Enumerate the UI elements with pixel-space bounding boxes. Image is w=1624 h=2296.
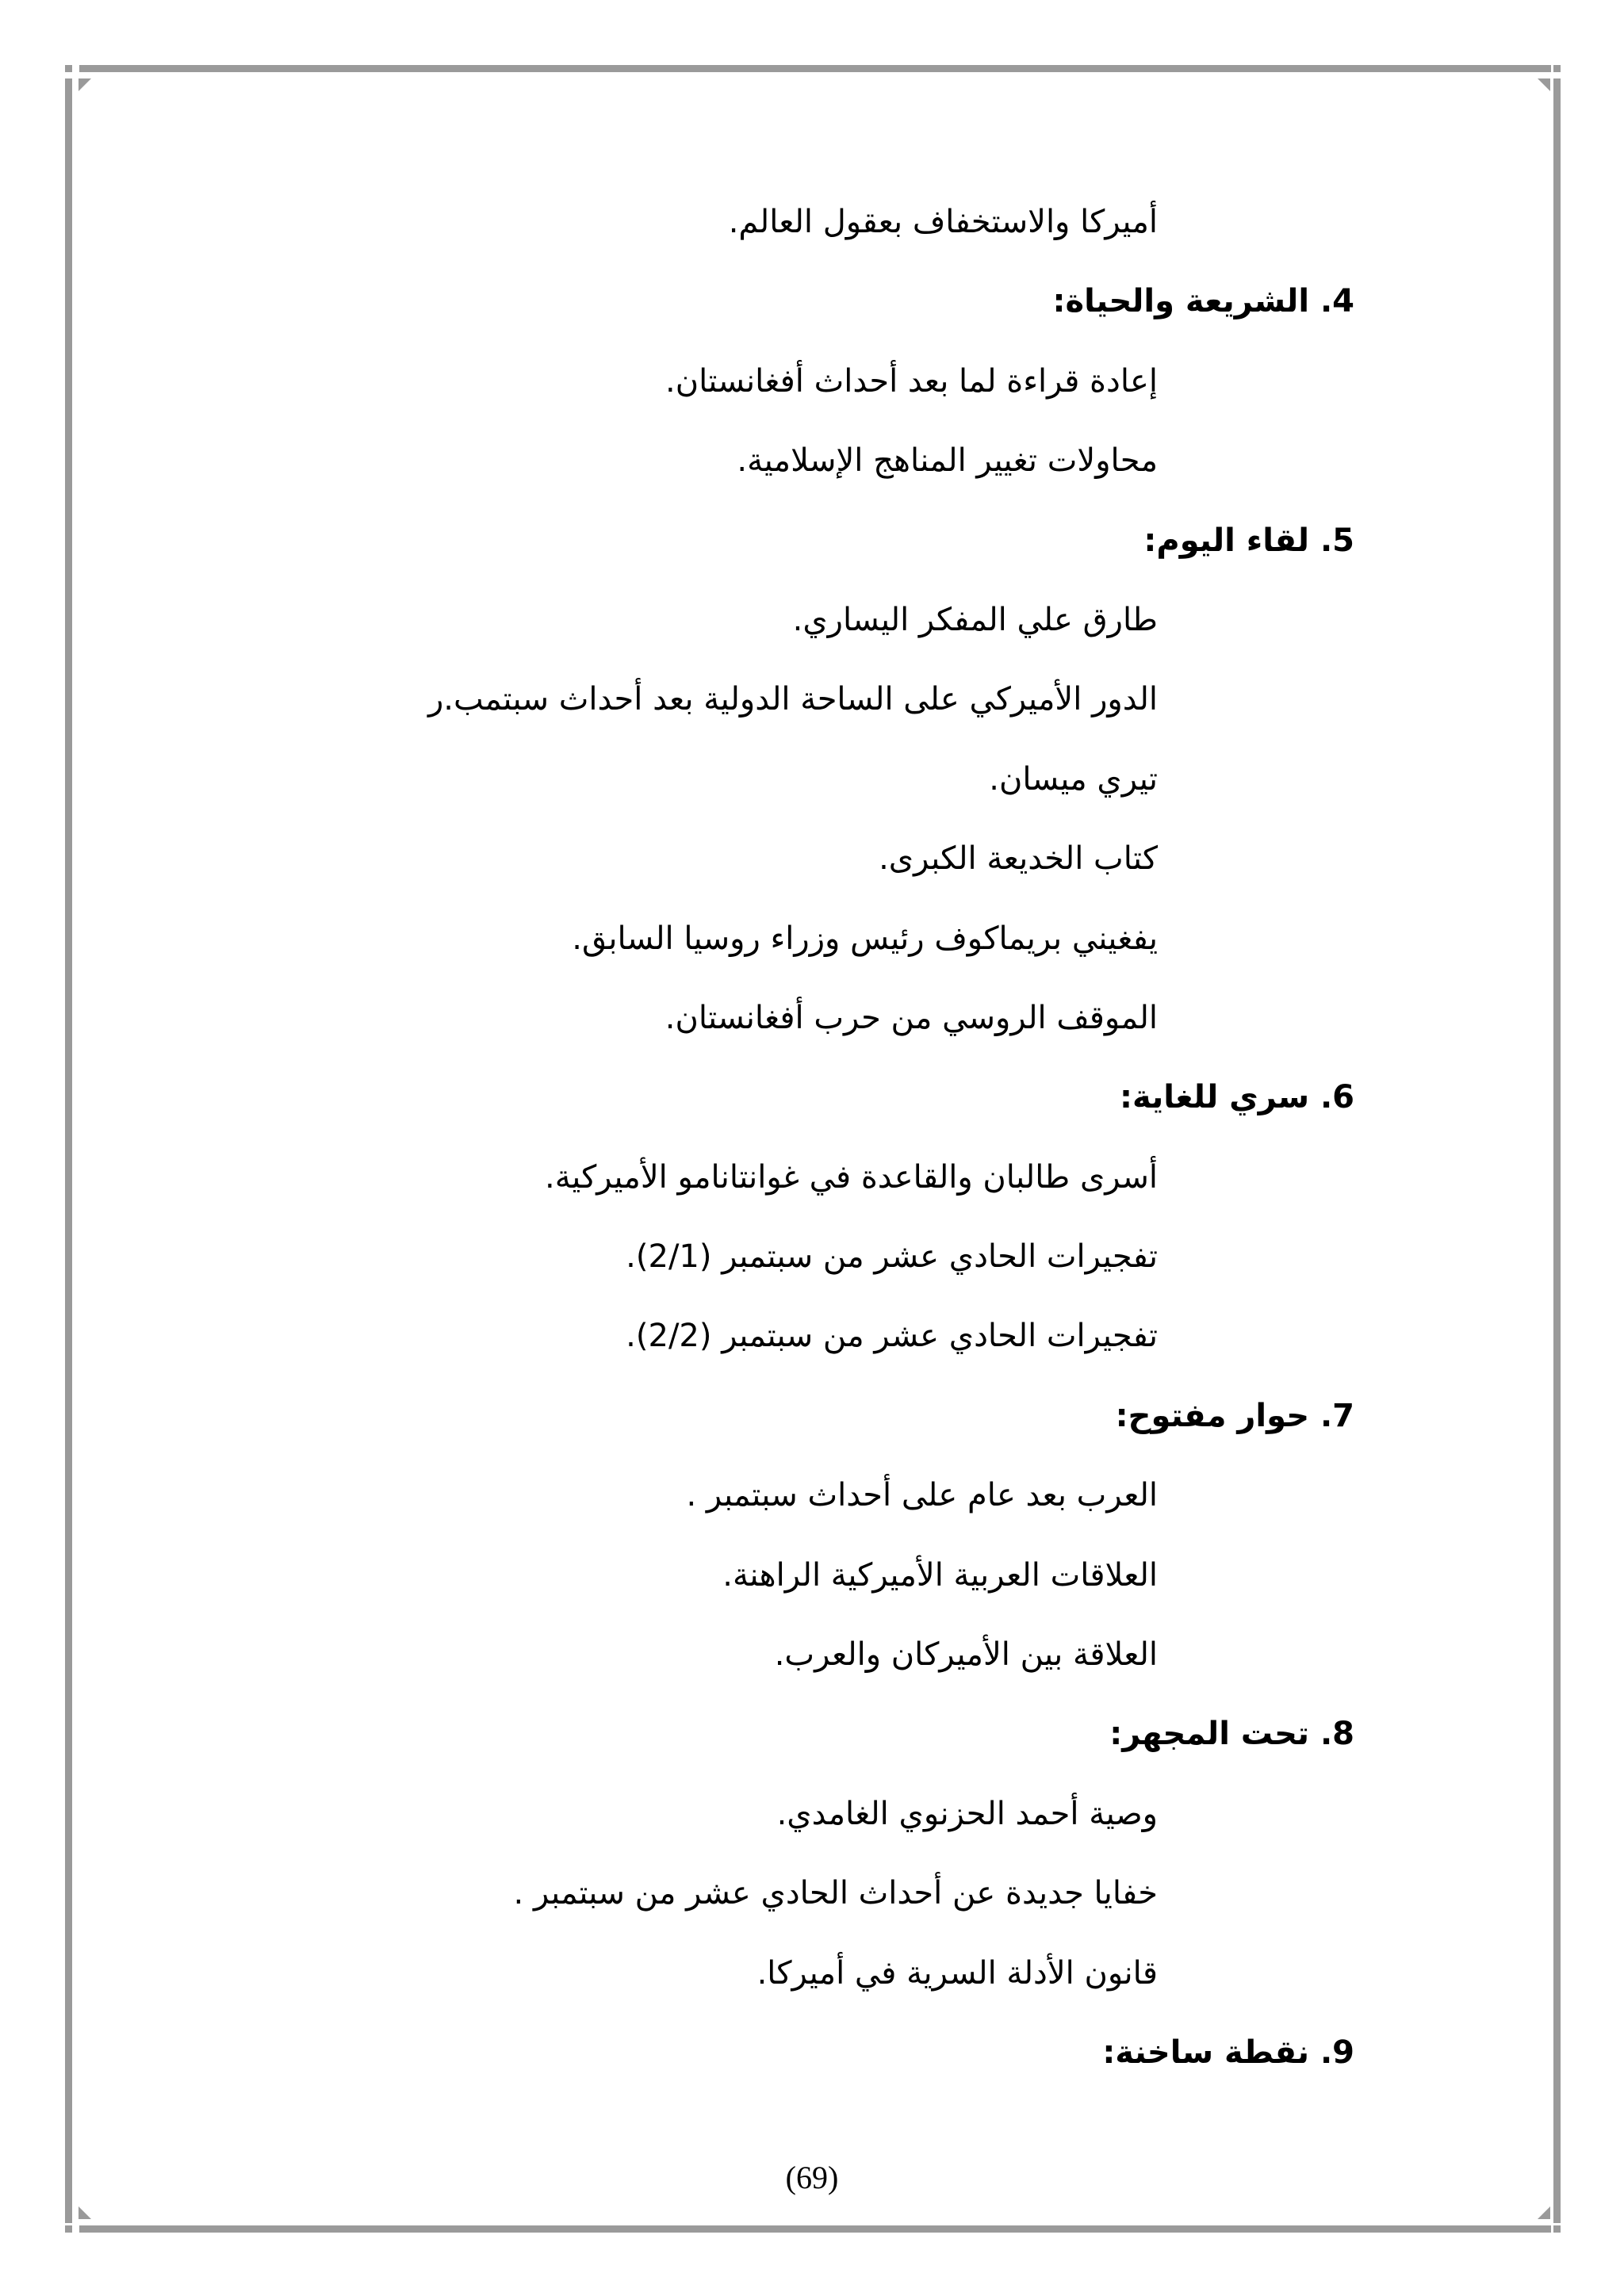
list-item: أسرى طالبان والقاعدة في غوانتانامو الأميركية. xyxy=(544,1158,1158,1196)
list-item: خفايا جديدة عن أحداث الحادي عشر من سبتمبر . xyxy=(513,1875,1158,1912)
section-heading-4: 4. الشريعة والحياة: xyxy=(1052,283,1354,320)
list-item: طارق علي المفكر اليساري. xyxy=(792,601,1158,638)
corner-triangle-ornament-icon xyxy=(1538,2206,1550,2219)
corner-triangle-ornament-icon xyxy=(79,78,91,91)
list-item: الموقف الروسي من حرب أفغانستان. xyxy=(665,999,1158,1036)
list-item: تفجيرات الحادي عشر من سبتمبر (2/1). xyxy=(626,1238,1158,1276)
corner-triangle-ornament-icon xyxy=(79,2206,91,2219)
list-item: الدور الأميركي على الساحة الدولية بعد أحداث سبتمب.ر xyxy=(427,681,1158,718)
frame-corner-square-bottom-left xyxy=(65,2225,72,2233)
frame-corner-square-top-right xyxy=(1553,65,1561,72)
list-item: يفغيني بريماكوف رئيس وزراء روسيا السابق. xyxy=(572,920,1158,957)
section-heading-5: 5. لقاء اليوم: xyxy=(1143,522,1354,559)
page-body xyxy=(238,198,1354,2108)
section-heading-9: 9. نقطة ساخنة: xyxy=(1102,2034,1354,2071)
list-item: العرب بعد عام على أحداث سبتمبر . xyxy=(686,1477,1158,1514)
list-item: العلاقات العربية الأميركية الراهنة. xyxy=(722,1556,1158,1594)
page-frame-right-border xyxy=(1553,78,1561,2223)
page-number: (69) xyxy=(785,2160,839,2195)
frame-corner-square-top-left xyxy=(65,65,72,72)
page-frame-bottom-border xyxy=(79,2225,1551,2233)
corner-triangle-ornament-icon xyxy=(1538,78,1550,91)
frame-corner-square-bottom-right xyxy=(1553,2225,1561,2233)
page-frame-left-border xyxy=(65,78,72,2223)
section-heading-6: 6. سري للغاية: xyxy=(1120,1079,1354,1116)
list-item: العلاقة بين الأميركان والعرب. xyxy=(774,1636,1158,1674)
page-frame-top-border xyxy=(79,65,1551,72)
list-item: كتاب الخديعة الكبرى. xyxy=(879,840,1158,878)
list-item: تفجيرات الحادي عشر من سبتمبر (2/2). xyxy=(626,1318,1158,1355)
list-item: قانون الأدلة السرية في أميركا. xyxy=(756,1954,1158,1992)
section-heading-8: 8. تحت المجهر: xyxy=(1109,1716,1354,1753)
section-heading-7: 7. حوار مفتوح: xyxy=(1115,1397,1354,1434)
list-item: تيري ميسان. xyxy=(989,760,1158,798)
list-item: إعادة قراءة لما بعد أحداث أفغانستان. xyxy=(665,362,1158,400)
continuation-line: أميركا والاستخفاف بعقول العالم. xyxy=(728,204,1158,240)
list-item: محاولات تغيير المناهج الإسلامية. xyxy=(737,442,1158,480)
list-item: وصية أحمد الحزنوي الغامدي. xyxy=(776,1795,1158,1832)
